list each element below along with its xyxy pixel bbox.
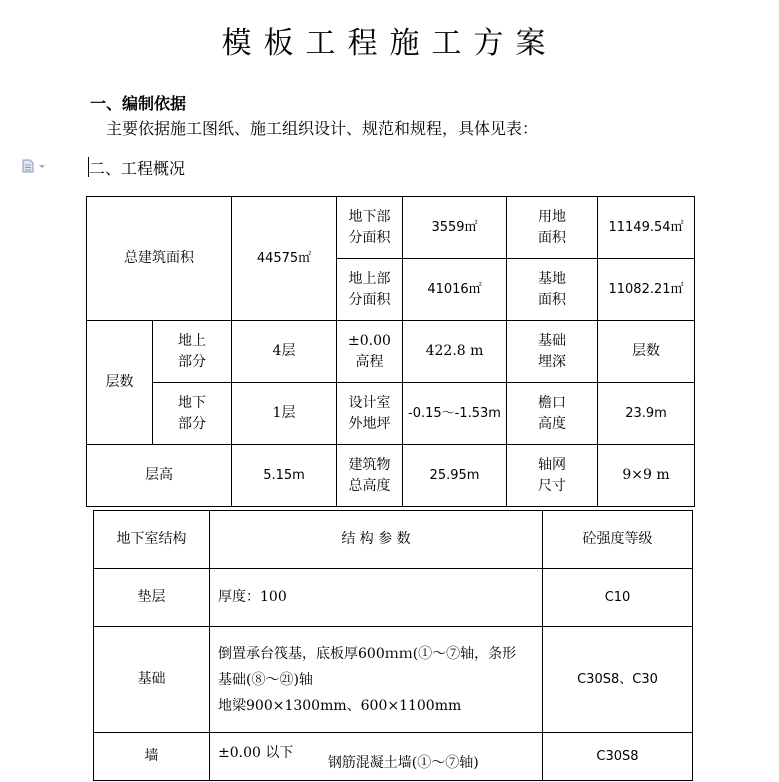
below-part-label: 地下 部分 bbox=[153, 383, 232, 445]
site-area-value: 11149.54㎡ bbox=[598, 197, 695, 259]
below-floors-value: 1层 bbox=[232, 383, 337, 445]
grid-size-label: 轴网 尺寸 bbox=[507, 445, 598, 507]
table-row bbox=[94, 627, 693, 733]
table-row bbox=[94, 569, 693, 627]
outdoor-grade-value: -0.15～-1.53m bbox=[403, 383, 507, 445]
zero-elevation-value: 422.8 m bbox=[403, 321, 507, 383]
structure-header-params: 结 构 参 数 bbox=[210, 511, 543, 569]
above-floors-value: 4层 bbox=[232, 321, 337, 383]
structure-header-part: 地下室结构 bbox=[94, 511, 210, 569]
grid-size-value: 9×9 m bbox=[598, 445, 695, 507]
above-part-label: 地上 部分 bbox=[153, 321, 232, 383]
zero-elevation-label: ±0.00 高程 bbox=[337, 321, 403, 383]
row-name: 基础 bbox=[94, 627, 210, 733]
eave-height-label: 檐口 高度 bbox=[507, 383, 598, 445]
floors-label: 层数 bbox=[87, 321, 153, 445]
document-icon[interactable] bbox=[22, 158, 48, 177]
row-params: ±0.00 以下 钢筋混凝土墙(①～⑦轴) bbox=[210, 733, 543, 781]
site-area-label: 用地 面积 bbox=[507, 197, 598, 259]
underground-area-value: 3559㎡ bbox=[403, 197, 507, 259]
underground-area-label: 地下部 分面积 bbox=[337, 197, 403, 259]
storey-height-label: 层高 bbox=[87, 445, 232, 507]
document-title: 模板工程施工方案 bbox=[221, 26, 558, 61]
row-name: 墙 bbox=[94, 733, 210, 781]
structure-header-grade: 砼强度等级 bbox=[543, 511, 693, 569]
above-area-value: 41016㎡ bbox=[403, 259, 507, 321]
foundation-depth-label: 基础 埋深 bbox=[507, 321, 598, 383]
section-heading-basis: 一、编制依据 bbox=[90, 94, 187, 113]
eave-height-value: 23.9m bbox=[598, 383, 695, 445]
building-height-value: 25.95m bbox=[403, 445, 507, 507]
section-text-basis: 主要依据施工图纸、施工组织设计、规范和规程，具体见表： bbox=[106, 119, 539, 138]
base-area-value: 11082.21㎡ bbox=[598, 259, 695, 321]
foundation-depth-value: 层数 bbox=[598, 321, 695, 383]
overview-table bbox=[86, 196, 695, 507]
row-params: 厚度：100 bbox=[210, 569, 543, 627]
above-area-label: 地上部 分面积 bbox=[337, 259, 403, 321]
table-row bbox=[94, 733, 693, 781]
section-heading-overview: 二、工程概况 bbox=[89, 159, 186, 178]
row-name: 垫层 bbox=[94, 569, 210, 627]
base-area-label: 基地 面积 bbox=[507, 259, 598, 321]
total-area-value: 44575㎡ bbox=[232, 197, 337, 321]
outdoor-grade-label: 设计室 外地坪 bbox=[337, 383, 403, 445]
row-grade: C10 bbox=[543, 569, 693, 627]
storey-height-value: 5.15m bbox=[232, 445, 337, 507]
building-height-label: 建筑物 总高度 bbox=[337, 445, 403, 507]
row-grade: C30S8、C30 bbox=[543, 627, 693, 733]
total-area-label: 总建筑面积 bbox=[87, 197, 232, 321]
row-params: 倒置承台筏基，底板厚600ｍｍ(①～⑦轴，条形 基础(⑧～㉑)轴 地梁900×1300mm、600×1100mm bbox=[210, 627, 543, 733]
structure-table bbox=[93, 510, 693, 781]
row-grade: C30S8 bbox=[543, 733, 693, 781]
